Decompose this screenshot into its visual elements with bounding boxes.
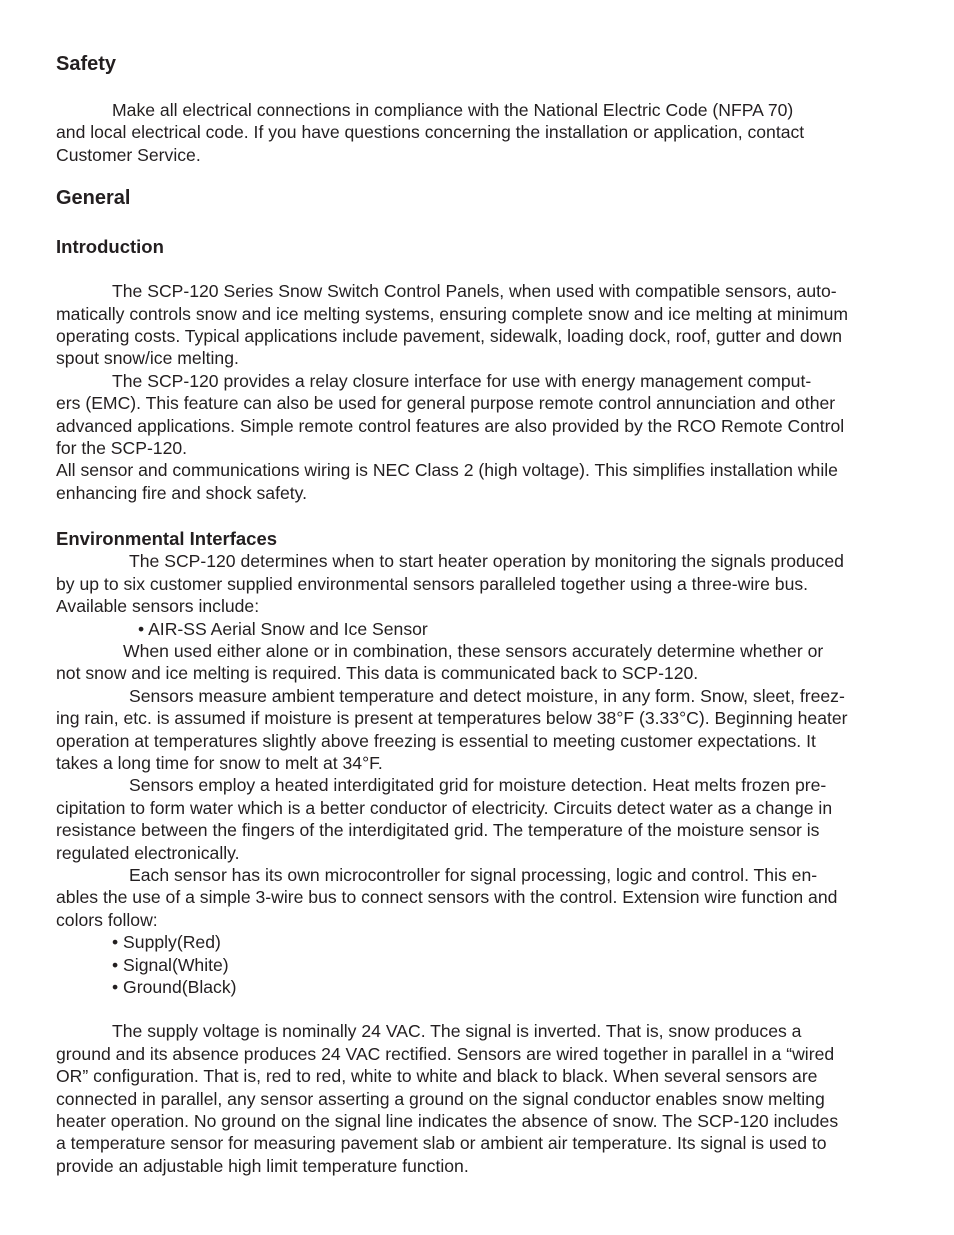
environmental-paragraph-5 (56, 864, 901, 931)
text-line: OR” configuration. That is, red to red, white to white and black to black. When several sensors are (56, 1066, 818, 1087)
text-line: cipitation to form water which is a better conductor of electricity. Circuits detect water as a change in (56, 797, 833, 818)
text-line: and local electrical code. If you have questions concerning the installation or application, contact (56, 122, 805, 143)
text-line: not snow and ice melting is required. This data is communicated back to SCP-120. (56, 663, 699, 684)
text-line: All sensor and communications wiring is NEC Class 2 (high voltage). This simplifies installation while (56, 460, 838, 481)
text-line: resistance between the fingers of the interdigitated grid. The temperature of the moisture sensor is (56, 820, 820, 841)
wire-list-item: • Ground(Black) (112, 977, 237, 997)
introduction-paragraph-3 (56, 459, 901, 504)
environmental-paragraph-6 (56, 1020, 901, 1177)
safety-paragraph (56, 99, 901, 166)
text-line: ers (EMC). This feature can also be used for general purpose remote control annunciation and other (56, 393, 836, 414)
text-line: Sensors employ a heated interdigitated grid for moisture detection. Heat melts frozen pre- (129, 775, 827, 796)
text-line: The SCP-120 determines when to start heater operation by monitoring the signals produced (129, 551, 844, 572)
environmental-paragraph-2 (56, 640, 901, 685)
text-line: ground and its absence produces 24 VAC rectified. Sensors are wired together in parallel in a “wired (56, 1043, 835, 1064)
text-line: spout snow/ice melting. (56, 348, 239, 369)
text-line: ing rain, etc. is assumed if moisture is present at temperatures below 38°F (3.33°C). Beginning heater (56, 708, 848, 729)
text-line: colors follow: (56, 909, 158, 930)
text-line: The supply voltage is nominally 24 VAC. The signal is inverted. That is, snow produces a (112, 1021, 802, 1042)
text-line: a temperature sensor for measuring pavement slab or ambient air temperature. Its signal is used to (56, 1133, 827, 1154)
text-line: connected in parallel, any sensor asserting a ground on the signal conductor enables snow melting (56, 1088, 825, 1109)
wire-list-item: • Signal(White) (112, 954, 229, 975)
text-line: for the SCP-120. (56, 438, 188, 459)
document-page (56, 52, 901, 1177)
text-line: Available sensors include: (56, 596, 260, 617)
sensor-list-item: • AIR-SS Aerial Snow and Ice Sensor (138, 618, 428, 639)
text-line: takes a long time for snow to melt at 34°F. (56, 752, 383, 773)
text-line: provide an adjustable high limit temperature function. (56, 1155, 469, 1176)
text-line: operating costs. Typical applications include pavement, sidewalk, loading dock, roof, gutter and down (56, 326, 842, 347)
text-line: The SCP-120 provides a relay closure interface for use with energy management comput- (112, 370, 812, 391)
text-line: heater operation. No ground on the signal line indicates the absence of snow. The SCP-120 includes (56, 1111, 839, 1132)
text-line: operation at temperatures slightly above freezing is essential to meeting customer expectations. It (56, 730, 816, 751)
text-line: Make all electrical connections in compliance with the National Electric Code (NFPA 70) (112, 100, 794, 120)
text-line: advanced applications. Simple remote control features are also provided by the RCO Remote Control (56, 415, 845, 436)
text-line: ables the use of a simple 3-wire bus to connect sensors with the control. Extension wire function and (56, 887, 838, 908)
text-line: enhancing fire and shock safety. (56, 482, 308, 503)
introduction-paragraph-1 (56, 280, 901, 370)
wire-list-item: • Supply(Red) (112, 932, 221, 953)
environmental-paragraph-3 (56, 685, 901, 775)
safety-heading: Safety (56, 53, 117, 75)
environmental-paragraph-1 (56, 550, 901, 617)
introduction-heading: Introduction (56, 236, 164, 258)
text-line: Customer Service. (56, 144, 201, 165)
text-line: regulated electronically. (56, 842, 240, 863)
text-line: Each sensor has its own microcontroller for signal processing, logic and control. This en- (129, 864, 818, 885)
text-line: matically controls snow and ice melting systems, ensuring complete snow and ice melting at minimum (56, 303, 849, 324)
general-heading: General (56, 187, 131, 210)
environmental-heading: Environmental Interfaces (56, 528, 278, 550)
text-line: Sensors measure ambient temperature and detect moisture, in any form. Snow, sleet, freez- (129, 685, 845, 706)
text-line: When used either alone or in combination, these sensors accurately determine whether or (123, 640, 824, 661)
environmental-paragraph-4 (56, 774, 901, 864)
text-line: The SCP-120 Series Snow Switch Control Panels, when used with compatible sensors, auto- (112, 281, 837, 302)
introduction-paragraph-2 (56, 370, 901, 460)
wire-color-list (56, 931, 901, 998)
text-line: by up to six customer supplied environmental sensors paralleled together using a three-wire bus. (56, 573, 809, 594)
